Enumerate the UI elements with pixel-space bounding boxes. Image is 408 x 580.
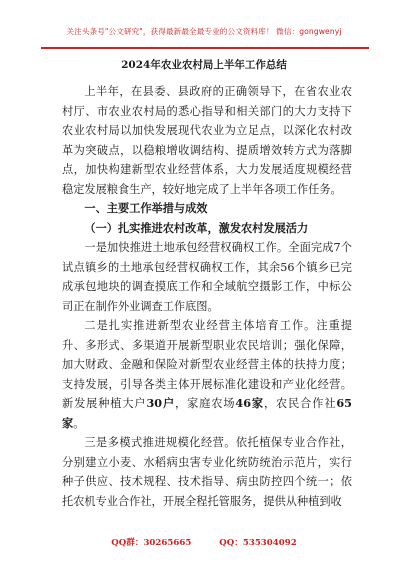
subsection-heading: （一）扎实推进农村改革，激发农村发展活力	[84, 220, 309, 235]
paragraph-lead-text: 二是扎实推进新型农业经营主体培育工作。注重提升、多形式、多渠道开展新型职业农民培训；强化保障，加大财政、金融和保险对新型农业经营主体的扶持力度；支持发展，引导各类主体开展标准化建设和产业化经营。新发展种植大户	[62, 319, 352, 410]
paragraph-land-rights: 一是加快推进土地承包经营权确权工作。全面完成7个试点镇乡的土地承包经营权确权工作，其余56个镇乡已完成承包地块的调查摸底工作和全域航空摄影工作，中标公司正在制作外业调查工作底图。	[62, 241, 352, 313]
paragraph-new-entities	[62, 316, 352, 433]
farms-count: 46家	[235, 396, 264, 410]
footer-contact	[0, 536, 408, 548]
paragraph-mid-text: ，家庭农场	[175, 397, 236, 410]
paragraph-mid-text: ，农民合作社	[263, 397, 337, 410]
header-divider	[41, 47, 369, 49]
paragraph-scale-operation: 三是多模式推进规模化经营。依托植保专业合作社，分别建立小麦、水稻病虫害专业化统防统治示范片，实行种子供应、技术规程、技术指导、病虫防控四个统一；依托农机专业合作社，开展全程托管服务，提供从种植到收	[62, 436, 352, 508]
document-title: 2024年农业农村局上半年工作总结	[121, 59, 287, 71]
qq-number-text: QQ：535304092	[219, 538, 297, 548]
households-count: 30户	[146, 396, 176, 410]
intro-paragraph: 上半年，在县委、县政府的正确领导下，在省农业农村厅、市农业农村局的悉心指导和相关部门的大力支持下农业农村局以加快发展现代农业为立足点，以深化农村改革为突破点，以稳粮增收调结构、提质增效转方式为落脚点，加快构建新型农业经营体系，大力发展适度规模经营稳定发展粮食生产，较好地完成了上半年各项工作任务。	[62, 85, 352, 196]
paragraph-end-text: 。	[73, 416, 85, 430]
header-banner: 关注头条号"公文研究"，获得最新最全最专业的公文资料库！ 微信：gongwenyj	[66, 27, 342, 36]
document-body	[62, 82, 352, 511]
qq-group-text: QQ群：30265665	[111, 538, 192, 548]
coops-count: 65家	[62, 396, 352, 430]
section-heading: 一、主要工作举措与成效	[84, 201, 208, 215]
